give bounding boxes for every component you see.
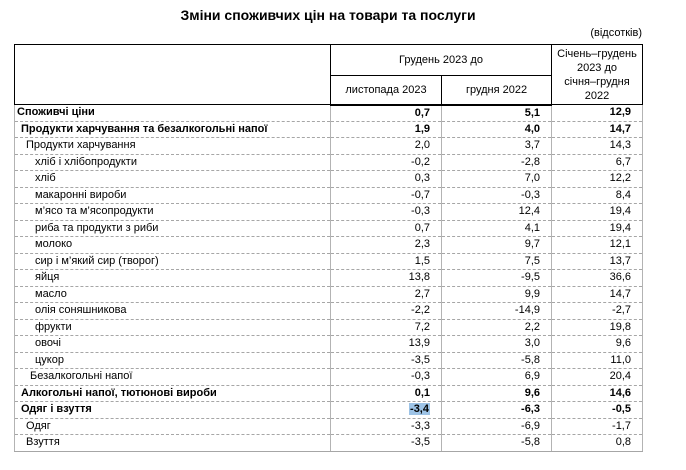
- value-cell[interactable]: 0,8: [552, 435, 643, 452]
- value-cell[interactable]: -6,9: [442, 418, 552, 435]
- value-cell[interactable]: 12,2: [552, 171, 643, 188]
- value-cell[interactable]: 7,5: [442, 253, 552, 270]
- value-cell[interactable]: 13,7: [552, 253, 643, 270]
- row-label[interactable]: макаронні вироби: [15, 187, 331, 204]
- value-cell[interactable]: 1,9: [331, 121, 442, 138]
- value-cell[interactable]: -2,7: [552, 303, 643, 320]
- value-cell[interactable]: -6,3: [442, 402, 552, 419]
- header-year-cell: [552, 45, 643, 105]
- row-label[interactable]: Споживчі ціни: [15, 105, 331, 122]
- value-cell[interactable]: -0,5: [552, 402, 643, 419]
- value-cell[interactable]: 6,7: [552, 154, 643, 171]
- price-table: [14, 44, 643, 452]
- value-cell[interactable]: 6,9: [442, 369, 552, 386]
- value-cell[interactable]: 0,1: [331, 385, 442, 402]
- value-cell[interactable]: 2,0: [331, 138, 442, 155]
- row-label[interactable]: масло: [15, 286, 331, 303]
- value-cell[interactable]: 12,1: [552, 237, 643, 254]
- table-row: [15, 270, 643, 287]
- value-cell[interactable]: -3,3: [331, 418, 442, 435]
- value-cell[interactable]: -0,7: [331, 187, 442, 204]
- value-cell[interactable]: 9,6: [442, 385, 552, 402]
- value-cell[interactable]: 7,2: [331, 319, 442, 336]
- table-row: [15, 121, 643, 138]
- table-row: [15, 385, 643, 402]
- table-row: [15, 138, 643, 155]
- row-label[interactable]: молоко: [15, 237, 331, 254]
- value-cell[interactable]: -5,8: [442, 352, 552, 369]
- header-subcol-december: грудня 2022: [442, 76, 552, 105]
- table-row: [15, 204, 643, 221]
- value-cell[interactable]: -14,9: [442, 303, 552, 320]
- table-row: [15, 418, 643, 435]
- row-label[interactable]: Продукти харчування та безалкогольні напої: [15, 121, 331, 138]
- table-row: [15, 352, 643, 369]
- value-cell[interactable]: 7,0: [442, 171, 552, 188]
- row-label[interactable]: Взуття: [15, 435, 331, 452]
- table-row: [15, 336, 643, 353]
- row-label[interactable]: Безалкогольні напої: [15, 369, 331, 386]
- table-row: [15, 402, 643, 419]
- table-row: [15, 154, 643, 171]
- value-cell[interactable]: 0,7: [331, 105, 442, 122]
- value-cell[interactable]: -2,8: [442, 154, 552, 171]
- value-cell[interactable]: 1,5: [331, 253, 442, 270]
- table-header: [15, 45, 643, 105]
- value-cell[interactable]: 3,0: [442, 336, 552, 353]
- value-cell[interactable]: 14,7: [552, 286, 643, 303]
- value-cell[interactable]: 19,4: [552, 204, 643, 221]
- table-row: [15, 253, 643, 270]
- value-cell[interactable]: 2,2: [442, 319, 552, 336]
- unit-note: (відсотків): [590, 27, 642, 39]
- table-row: [15, 105, 643, 122]
- page-title: Зміни споживчих цін на товари та послуги: [180, 7, 476, 23]
- value-cell[interactable]: 19,8: [552, 319, 643, 336]
- value-cell[interactable]: 14,3: [552, 138, 643, 155]
- value-cell[interactable]: 14,6: [552, 385, 643, 402]
- value-cell[interactable]: 11,0: [552, 352, 643, 369]
- table-row: [15, 187, 643, 204]
- value-cell[interactable]: 9,6: [552, 336, 643, 353]
- value-cell[interactable]: 4,0: [442, 121, 552, 138]
- row-label[interactable]: цукор: [15, 352, 331, 369]
- table-row: [15, 220, 643, 237]
- value-cell[interactable]: 5,1: [442, 105, 552, 122]
- value-cell[interactable]: 12,9: [552, 105, 643, 122]
- value-cell[interactable]: 12,4: [442, 204, 552, 221]
- value-cell[interactable]: 8,4: [552, 187, 643, 204]
- row-label[interactable]: фрукти: [15, 319, 331, 336]
- value-cell[interactable]: 2,3: [331, 237, 442, 254]
- table-row: [15, 171, 643, 188]
- row-label[interactable]: Одяг: [15, 418, 331, 435]
- table-body: [15, 105, 643, 452]
- value-cell[interactable]: -9,5: [442, 270, 552, 287]
- value-cell[interactable]: -0,3: [331, 204, 442, 221]
- value-cell[interactable]: 2,7: [331, 286, 442, 303]
- value-cell[interactable]: 3,7: [442, 138, 552, 155]
- value-cell[interactable]: 0,3: [331, 171, 442, 188]
- value-cell[interactable]: 19,4: [552, 220, 643, 237]
- row-label[interactable]: Алкогольні напої, тютюнові вироби: [15, 385, 331, 402]
- row-label[interactable]: риба та продукти з риби: [15, 220, 331, 237]
- value-cell[interactable]: -1,7: [552, 418, 643, 435]
- table-row: [15, 435, 643, 452]
- header-year-line-2: січня–грудня 2022: [564, 75, 630, 102]
- row-label[interactable]: овочі: [15, 336, 331, 353]
- value-cell[interactable]: -5,8: [442, 435, 552, 452]
- value-cell[interactable]: 13,8: [331, 270, 442, 287]
- header-corner-cell: [15, 45, 331, 105]
- table-row: [15, 319, 643, 336]
- selection-highlight: -3,4: [410, 403, 429, 416]
- value-cell[interactable]: 0,7: [331, 220, 442, 237]
- value-cell[interactable]: 4,1: [442, 220, 552, 237]
- table-row: [15, 303, 643, 320]
- value-cell[interactable]: -2,2: [331, 303, 442, 320]
- row-label[interactable]: м’ясо та м’ясопродукти: [15, 204, 331, 221]
- value-cell[interactable]: 13,9: [331, 336, 442, 353]
- table-row: [15, 237, 643, 254]
- value-cell[interactable]: -0,3: [442, 187, 552, 204]
- row-label[interactable]: Продукти харчування: [15, 138, 331, 155]
- value-cell[interactable]: -3,5: [331, 435, 442, 452]
- value-cell[interactable]: -0,2: [331, 154, 442, 171]
- value-cell[interactable]: 14,7: [552, 121, 643, 138]
- table-row: [15, 286, 643, 303]
- value-cell[interactable]: [331, 402, 442, 419]
- row-label[interactable]: олія соняшникова: [15, 303, 331, 320]
- row-label[interactable]: Одяг і взуття: [15, 402, 331, 419]
- table-row: [15, 369, 643, 386]
- value-cell[interactable]: 36,6: [552, 270, 643, 287]
- row-label[interactable]: хліб: [15, 171, 331, 188]
- value-cell[interactable]: 9,9: [442, 286, 552, 303]
- header-year-line-1: Січень–грудень 2023 до: [557, 47, 637, 74]
- value-cell[interactable]: -3,5: [331, 352, 442, 369]
- row-label[interactable]: яйця: [15, 270, 331, 287]
- header-subcol-november: листопада 2023: [331, 76, 442, 105]
- value-cell[interactable]: 9,7: [442, 237, 552, 254]
- row-label[interactable]: хліб і хлібопродукти: [15, 154, 331, 171]
- value-cell[interactable]: 20,4: [552, 369, 643, 386]
- value-cell[interactable]: -0,3: [331, 369, 442, 386]
- row-label[interactable]: сир і м’який сир (творог): [15, 253, 331, 270]
- header-group-cell: Грудень 2023 до: [331, 45, 552, 76]
